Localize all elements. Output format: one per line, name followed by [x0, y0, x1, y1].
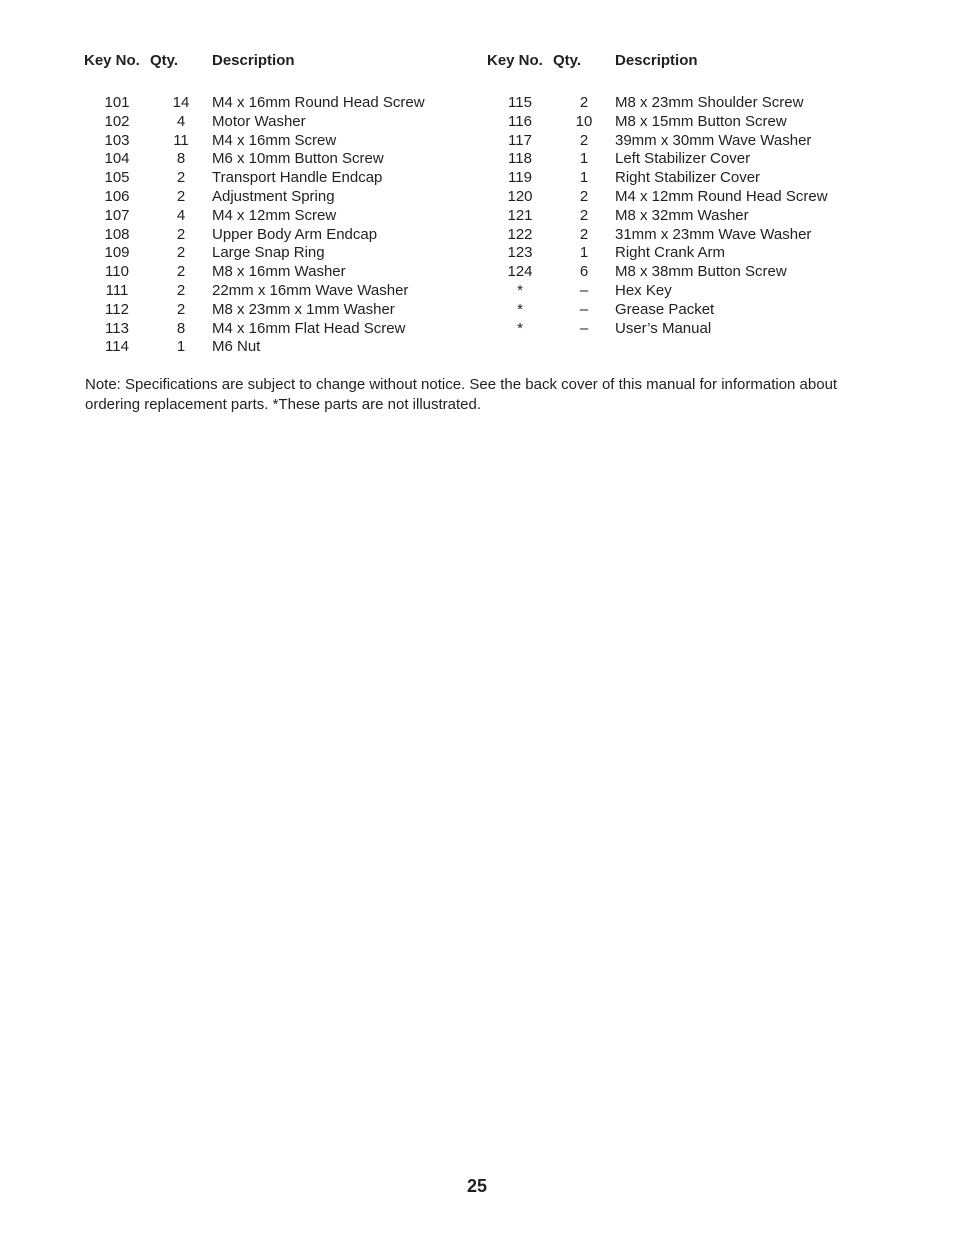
- table-row: [84, 301, 464, 320]
- table-row: [487, 132, 867, 151]
- parts-list-body: [84, 94, 464, 357]
- part-qty: 8: [176, 319, 186, 337]
- part-qty: 2: [579, 131, 589, 149]
- part-qty: 2: [176, 244, 186, 262]
- table-row: [84, 94, 464, 113]
- part-key-no: 124: [507, 263, 533, 281]
- table-row: [84, 207, 464, 226]
- table-row: [487, 150, 867, 169]
- table-row: [487, 320, 867, 339]
- header-description: Description: [212, 52, 295, 69]
- part-qty: 2: [176, 300, 186, 318]
- table-row: [84, 226, 464, 245]
- part-key-no: 119: [508, 169, 532, 187]
- part-qty: 2: [176, 187, 186, 205]
- part-key-no: 120: [507, 187, 533, 205]
- part-description: M8 x 38mm Button Screw: [615, 263, 787, 281]
- part-description: M4 x 16mm Round Head Screw: [212, 94, 425, 111]
- part-key-no: 102: [104, 112, 130, 130]
- table-row: [84, 150, 464, 169]
- part-key-no: *: [517, 319, 523, 337]
- table-row: [84, 244, 464, 263]
- part-qty: 2: [579, 225, 589, 243]
- table-row: [487, 188, 867, 207]
- table-row: [487, 282, 867, 301]
- part-description: Right Stabilizer Cover: [615, 169, 761, 187]
- part-qty: 4: [176, 112, 186, 130]
- part-description: M6 Nut: [212, 338, 261, 356]
- part-description: M4 x 12mm Screw: [212, 206, 337, 224]
- part-description: M8 x 15mm Button Screw: [615, 112, 787, 130]
- part-description: M8 x 32mm Washer: [615, 206, 749, 224]
- table-row: [84, 188, 464, 207]
- part-qty: 11: [173, 131, 189, 149]
- table-row: [84, 169, 464, 188]
- part-key-no: *: [517, 300, 523, 318]
- part-key-no: 104: [104, 150, 130, 168]
- specifications-note: Note: Specifications are subject to change without notice. See the back cover of this manual for information about ordering replacement parts. *These parts are not illustrated.: [85, 376, 838, 413]
- part-qty: 8: [176, 150, 186, 168]
- part-qty: 6: [579, 263, 589, 281]
- part-description: Hex Key: [615, 281, 672, 299]
- table-row: [84, 338, 464, 357]
- part-qty: 14: [172, 94, 190, 111]
- parts-list-header: [84, 52, 464, 94]
- part-key-no: 113: [105, 319, 129, 337]
- part-qty: 1: [579, 169, 589, 187]
- table-row: [487, 207, 867, 226]
- table-row: [487, 263, 867, 282]
- part-qty: –: [579, 281, 589, 299]
- part-description: Adjustment Spring: [212, 187, 335, 205]
- part-description: Upper Body Arm Endcap: [212, 225, 378, 243]
- part-qty: 1: [579, 244, 589, 262]
- parts-list-right: [487, 52, 867, 338]
- part-description: M4 x 16mm Flat Head Screw: [212, 319, 406, 337]
- part-qty: 2: [176, 225, 186, 243]
- part-qty: –: [579, 300, 589, 318]
- table-row: [487, 94, 867, 113]
- part-key-no: 111: [105, 281, 129, 299]
- part-description: M8 x 16mm Washer: [212, 263, 346, 281]
- part-key-no: 108: [104, 225, 130, 243]
- table-row: [84, 320, 464, 339]
- part-description: Motor Washer: [212, 112, 306, 130]
- part-key-no: 123: [507, 244, 533, 262]
- page-number: 25: [466, 1176, 488, 1196]
- part-qty: 2: [176, 263, 186, 281]
- parts-list-body: [487, 94, 867, 338]
- part-qty: 2: [176, 169, 186, 187]
- part-key-no: *: [517, 281, 523, 299]
- part-description: M8 x 23mm Shoulder Screw: [615, 94, 804, 111]
- part-key-no: 114: [105, 338, 129, 356]
- part-qty: 2: [579, 206, 589, 224]
- part-description: 22mm x 16mm Wave Washer: [212, 281, 409, 299]
- part-description: M8 x 23mm x 1mm Washer: [212, 300, 395, 318]
- table-row: [487, 226, 867, 245]
- part-qty: 1: [579, 150, 589, 168]
- part-key-no: 117: [508, 131, 532, 149]
- table-row: [84, 113, 464, 132]
- header-key-no: Key No.: [84, 52, 140, 69]
- part-qty: 2: [579, 187, 589, 205]
- parts-list-header: [487, 52, 867, 94]
- part-key-no: 112: [105, 300, 129, 318]
- table-row: [487, 244, 867, 263]
- part-qty: 1: [176, 338, 186, 356]
- part-qty: 2: [176, 281, 186, 299]
- part-key-no: 115: [508, 94, 532, 111]
- part-key-no: 107: [104, 206, 130, 224]
- table-row: [487, 301, 867, 320]
- part-qty: 2: [579, 94, 589, 111]
- part-description: Transport Handle Endcap: [212, 169, 383, 187]
- part-key-no: 109: [104, 244, 130, 262]
- part-key-no: 118: [508, 150, 532, 168]
- part-description: Large Snap Ring: [212, 244, 325, 262]
- part-key-no: 121: [507, 206, 533, 224]
- part-key-no: 101: [104, 94, 130, 111]
- part-description: Right Crank Arm: [615, 244, 726, 262]
- table-row: [84, 132, 464, 151]
- part-description: User’s Manual: [615, 319, 712, 337]
- header-qty: Qty.: [150, 52, 179, 69]
- part-key-no: 110: [105, 263, 129, 281]
- header-key-no: Key No.: [487, 52, 543, 69]
- part-description: M4 x 12mm Round Head Screw: [615, 187, 828, 205]
- part-description: Grease Packet: [615, 300, 715, 318]
- header-description: Description: [615, 52, 698, 69]
- table-row: [84, 263, 464, 282]
- part-description: Left Stabilizer Cover: [615, 150, 751, 168]
- part-key-no: 106: [104, 187, 130, 205]
- part-description: 31mm x 23mm Wave Washer: [615, 225, 812, 243]
- part-key-no: 105: [104, 169, 130, 187]
- part-key-no: 116: [508, 112, 532, 130]
- header-qty: Qty.: [553, 52, 582, 69]
- table-row: [487, 169, 867, 188]
- part-qty: 10: [575, 112, 593, 130]
- part-qty: –: [579, 319, 589, 337]
- table-row: [84, 282, 464, 301]
- part-key-no: 103: [104, 131, 130, 149]
- parts-list-left: [84, 52, 464, 357]
- part-description: 39mm x 30mm Wave Washer: [615, 131, 812, 149]
- part-qty: 4: [176, 206, 186, 224]
- table-row: [487, 113, 867, 132]
- part-description: M4 x 16mm Screw: [212, 131, 337, 149]
- part-description: M6 x 10mm Button Screw: [212, 150, 384, 168]
- part-key-no: 122: [507, 225, 533, 243]
